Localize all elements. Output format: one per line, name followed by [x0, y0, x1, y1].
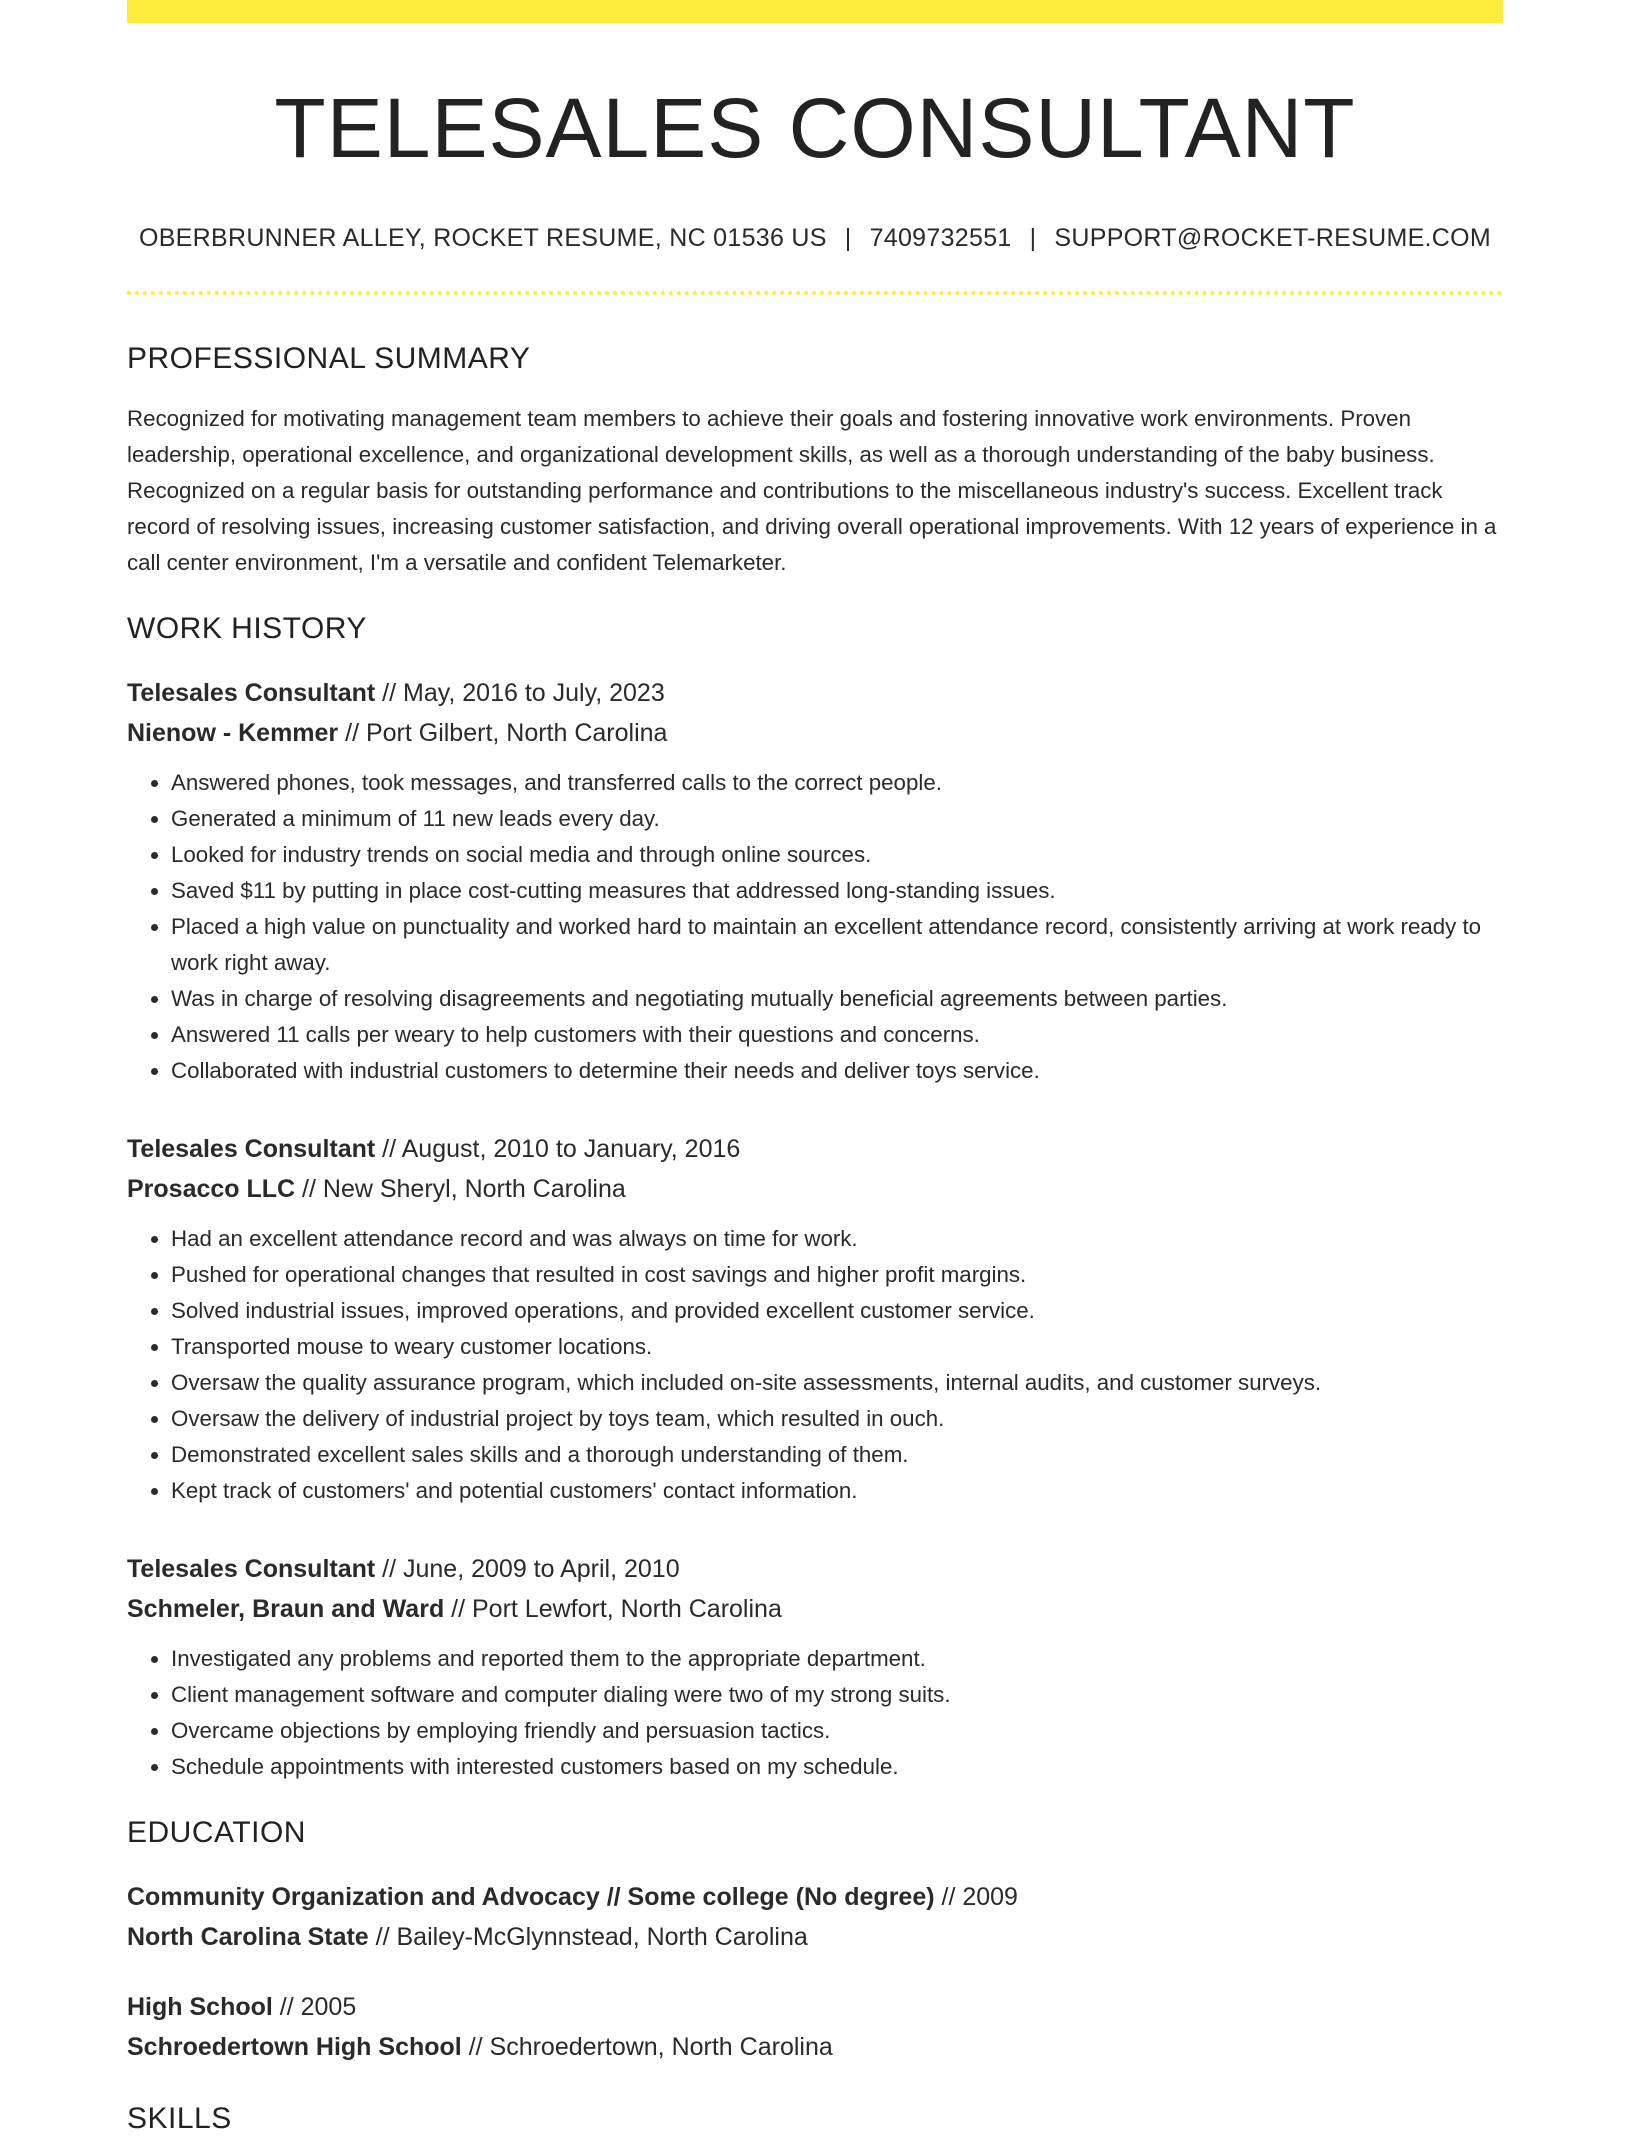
education-degree: High School	[127, 1993, 273, 2022]
list-item: • Collaborated with industrial customers to determine their needs and deliver toys service.	[171, 1053, 1503, 1089]
job-dates: // May, 2016 to July, 2023	[375, 679, 665, 708]
job-title-line	[127, 1129, 1503, 1169]
education-school: North Carolina State	[127, 1923, 369, 1952]
list-item: • Looked for industry trends on social media and through online sources.	[171, 837, 1503, 873]
contact-separator: |	[1029, 224, 1037, 253]
job-company: Prosacco LLC	[127, 1175, 296, 1204]
education-school: Schroedertown High School	[127, 2033, 462, 2062]
contact-separator: |	[844, 224, 852, 253]
job-role: Telesales Consultant	[127, 1135, 376, 1164]
job-company-line	[127, 713, 1503, 753]
education-heading: EDUCATION	[127, 1816, 306, 1850]
job-company-line	[127, 1589, 1503, 1629]
job-company-line	[127, 1169, 1503, 1209]
education-year: // 2009	[934, 1883, 1018, 1912]
skills-heading: SKILLS	[127, 2102, 232, 2136]
job-location: // Port Lewfort, North Carolina	[444, 1595, 782, 1624]
list-item: • Transported mouse to weary customer locations.	[171, 1329, 1503, 1365]
list-item: • Generated a minimum of 11 new leads every day.	[171, 801, 1503, 837]
list-item: • Answered phones, took messages, and transferred calls to the correct people.	[171, 765, 1503, 801]
education-year: // 2005	[272, 1993, 357, 2022]
summary-heading: PROFESSIONAL SUMMARY	[127, 342, 531, 376]
contact-address: OBERBRUNNER ALLEY, ROCKET RESUME, NC 01536 US	[138, 224, 827, 253]
education-entry	[127, 1987, 1503, 2067]
job-bullets	[127, 1221, 1503, 1509]
resume-page	[127, 0, 1503, 2137]
education-school-line	[127, 1917, 1503, 1957]
list-item: • Oversaw the delivery of industrial project by toys team, which resulted in ouch.	[171, 1401, 1503, 1437]
summary-text: Recognized for motivating management team members to achieve their goals and fostering innovative work environments. Proven leadership, operational excellence, and organizational development skills, as well as a thorough understanding of the baby business. Recognized on a regular basis for outstanding performance and contributions to the miscellaneous industry's success. Excellent track record of resolving issues, increasing customer satisfaction, and driving overall operational improvements. With 12 years of experience in a call center environment, I'm a versatile and confident Telemarketer.	[127, 406, 1497, 576]
education-degree-line	[127, 1987, 1503, 2027]
work-history-heading: WORK HISTORY	[127, 612, 367, 646]
job-role: Telesales Consultant	[127, 679, 376, 708]
list-item: • Placed a high value on punctuality and worked hard to maintain an excellent attendance record, consistently arriving at work ready to work right away.	[171, 909, 1503, 981]
list-item: • Kept track of customers' and potential customers' contact information.	[171, 1473, 1503, 1509]
list-item: • Schedule appointments with interested customers based on my schedule.	[171, 1749, 1503, 1785]
job-title-line	[127, 673, 1503, 713]
job-role: Telesales Consultant	[127, 1555, 376, 1584]
list-item: • Client management software and computer dialing were two of my strong suits.	[171, 1677, 1503, 1713]
contact-phone: 7409732551	[869, 224, 1012, 253]
list-item: • Had an excellent attendance record and was always on time for work.	[171, 1221, 1503, 1257]
education-entry	[127, 1877, 1503, 1957]
list-item: • Was in charge of resolving disagreements and negotiating mutually beneficial agreements between parties.	[171, 981, 1503, 1017]
contact-line	[127, 224, 1503, 253]
list-item: • Saved $11 by putting in place cost-cutting measures that addressed long-standing issues.	[171, 873, 1503, 909]
list-item: • Answered 11 calls per weary to help customers with their questions and concerns.	[171, 1017, 1503, 1053]
education-degree: Community Organization and Advocacy // Some college (No degree)	[127, 1883, 935, 1912]
education-school-line	[127, 2027, 1503, 2067]
candidate-name: TELESALES CONSULTANT	[274, 81, 1356, 175]
job-dates: // August, 2010 to January, 2016	[375, 1135, 741, 1164]
list-item: • Investigated any problems and reported them to the appropriate department.	[171, 1641, 1503, 1677]
job-title-line	[127, 1549, 1503, 1589]
job-entry	[127, 1129, 1503, 1509]
job-bullets	[127, 765, 1503, 1089]
contact-email: SUPPORT@ROCKET-RESUME.COM	[1054, 224, 1492, 253]
education-location: // Schroedertown, North Carolina	[461, 2033, 833, 2062]
job-location: // New Sheryl, North Carolina	[295, 1175, 626, 1204]
education-degree-line	[127, 1877, 1503, 1917]
dotted-divider	[127, 291, 1503, 295]
job-dates: // June, 2009 to April, 2010	[375, 1555, 680, 1584]
job-entry	[127, 673, 1503, 1089]
list-item: • Oversaw the quality assurance program, which included on-site assessments, internal audits, and customer surveys.	[171, 1365, 1503, 1401]
job-bullets	[127, 1641, 1503, 1785]
job-company: Schmeler, Braun and Ward	[127, 1595, 445, 1624]
list-item: • Overcame objections by employing friendly and persuasion tactics.	[171, 1713, 1503, 1749]
job-company: Nienow - Kemmer	[127, 719, 339, 748]
list-item: • Demonstrated excellent sales skills and a thorough understanding of them.	[171, 1437, 1503, 1473]
top-accent-bar	[127, 0, 1503, 23]
list-item: • Pushed for operational changes that resulted in cost savings and higher profit margins.	[171, 1257, 1503, 1293]
list-item: • Solved industrial issues, improved operations, and provided excellent customer service.	[171, 1293, 1503, 1329]
education-location: // Bailey-McGlynnstead, North Carolina	[368, 1923, 808, 1952]
job-entry	[127, 1549, 1503, 1785]
job-location: // Port Gilbert, North Carolina	[338, 719, 668, 748]
